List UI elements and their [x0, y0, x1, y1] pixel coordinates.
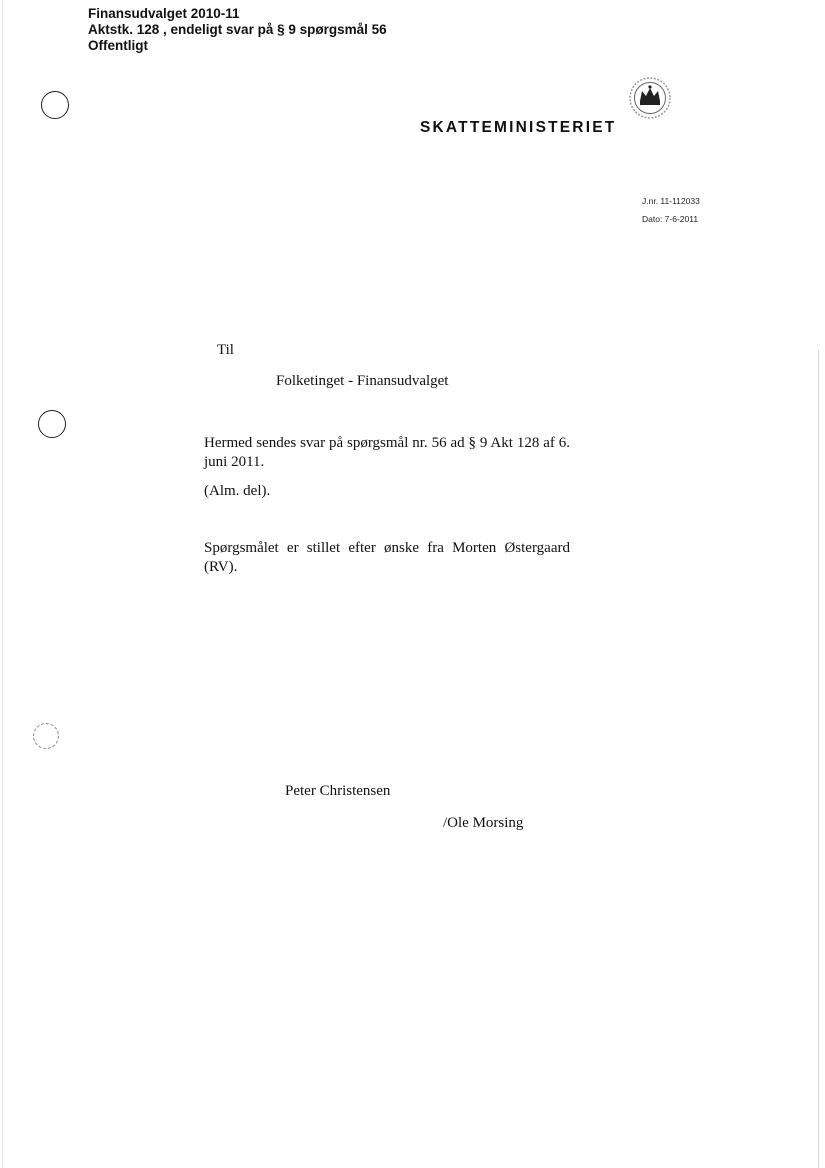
header-document-ref: Aktstk. 128 , endeligt svar på § 9 spørgsmål 56: [88, 22, 387, 37]
document-header: [88, 6, 387, 54]
ministry-wordmark: SKATTEMINISTERIET: [420, 119, 617, 136]
countersignatory: /Ole Morsing: [443, 815, 524, 831]
body-paragraph-note: (Alm. del).: [204, 483, 271, 499]
punch-hole-icon: [38, 410, 66, 438]
punch-hole-icon: [41, 91, 69, 119]
header-status: Offentligt: [88, 38, 148, 53]
header-committee: Finansudvalget 2010-11: [88, 6, 240, 21]
scan-edge-left: [2, 0, 3, 1168]
salutation: Til: [217, 342, 234, 358]
journal-number: J.nr. 11-112033: [642, 196, 700, 206]
body-paragraph-requester: Spørgsmålet er stillet efter ønske fra Morten Østergaard (RV).: [204, 540, 570, 575]
letter-date: Dato: 7-6-2011: [642, 214, 699, 224]
recipient: Folketinget - Finansudvalget: [276, 373, 449, 389]
scan-edge-right: [818, 350, 819, 1168]
punch-hole-icon: [33, 723, 59, 749]
signatory: Peter Christensen: [285, 783, 391, 799]
crown-crest-icon: [627, 76, 673, 120]
body-paragraph-answer: Hermed sendes svar på spørgsmål nr. 56 ad § 9 Akt 128 af 6. juni 2011.: [204, 435, 570, 470]
